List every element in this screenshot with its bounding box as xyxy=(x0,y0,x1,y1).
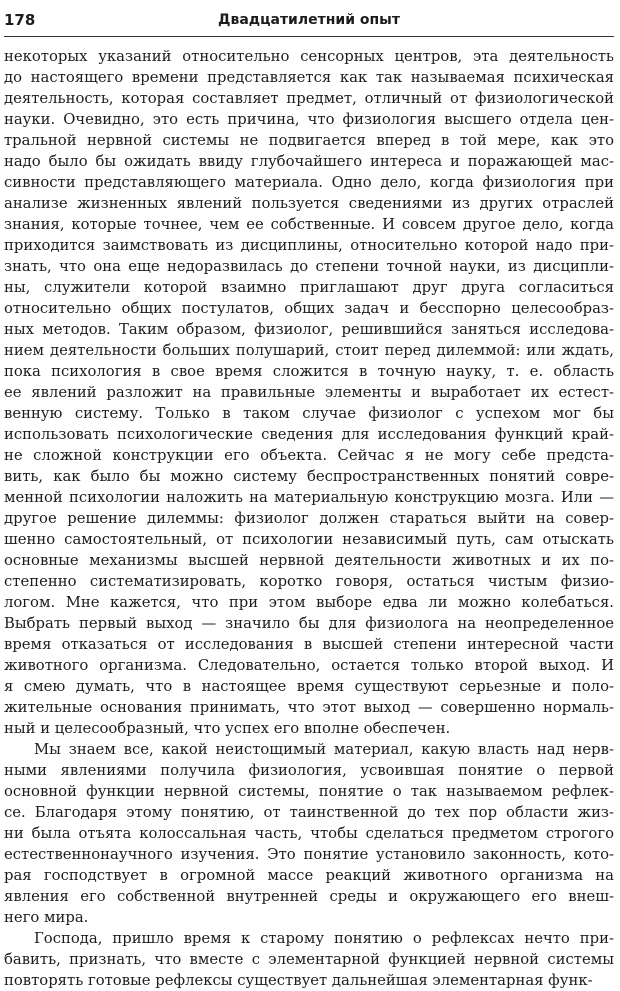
text-line: менной психологии наложить на материальную конструкцию мозга. Или — xyxy=(4,489,614,506)
text-line: Выбрать первый выход — значило бы для физиолога на неопределенное xyxy=(4,615,614,632)
text-line: приходится заимствовать из дисциплины, относительно которой надо при- xyxy=(4,237,614,254)
text-line: тральной нервной системы не подвигается вперед в той мере, как это xyxy=(4,132,614,149)
paragraph-3 xyxy=(4,928,614,991)
text-line: использовать психологические сведения для исследования функций край- xyxy=(4,426,614,443)
text-line: естественнонаучного изучения. Это понятие установило законность, кото- xyxy=(4,846,614,863)
header-rule xyxy=(4,36,614,37)
text-line: знания, которые точнее, чем ее собственные. И совсем другое дело, когда xyxy=(4,216,614,233)
text-line: логом. Мне кажется, что при этом выборе едва ли можно колебаться. xyxy=(4,594,614,611)
text-line: некоторых указаний относительно сенсорных центров, эта деятельность xyxy=(4,48,614,65)
body-text xyxy=(4,46,614,991)
text-line: ными явлениями получила физиология, усвоившая понятие о первой xyxy=(4,762,614,779)
text-line: се. Благодаря этому понятию, от таинственной до тех пор области жиз- xyxy=(4,804,614,821)
text-line: явления его собственной внутренней среды и окружающего его внеш- xyxy=(4,888,614,905)
text-line: Господа, пришло время к старому понятию о рефлексах нечто при- xyxy=(34,930,614,947)
text-line: шенно самостоятельный, от психологии независимый путь, сам отыскать xyxy=(4,531,614,548)
text-line: ных методов. Таким образом, физиолог, решившийся заняться исследова- xyxy=(4,321,614,338)
text-line: относительно общих постулатов, общих задач и бесспорно целесообраз- xyxy=(4,300,614,317)
text-line: животного организма. Следовательно, остается только второй выход. И xyxy=(4,657,614,674)
text-line: жительные основания принимать, что этот выход — совершенно нормаль- xyxy=(4,699,614,716)
text-line: надо было бы ожидать ввиду глубочайшего интереса и поражающей мас- xyxy=(4,153,614,170)
text-line: ни была отъята колоссальная часть, чтобы сделаться предметом строгого xyxy=(4,825,614,842)
text-line: другое решение дилеммы: физиолог должен стараться выйти на совер- xyxy=(4,510,614,527)
text-line: не сложной конструкции его объекта. Сейчас я не могу себе предста- xyxy=(4,447,614,464)
text-line: нием деятельности больших полушарий, стоит перед дилеммой: или ждать, xyxy=(4,342,614,359)
text-line: ее явлений разложит на правильные элементы и выработает их естест- xyxy=(4,384,614,401)
text-line: время отказаться от исследования в высшей степени интересной части xyxy=(4,636,614,653)
page-number: 178 xyxy=(4,11,36,29)
text-line: я смею думать, что в настоящее время существуют серьезные и поло- xyxy=(4,678,614,695)
text-line: вить, как было бы можно систему беспространственных понятий совре- xyxy=(4,468,614,485)
text-line: знать, что она еще недоразвилась до степени точной науки, из дисципли- xyxy=(4,258,614,275)
text-line: анализе жизненных явлений пользуется сведениями из других отраслей xyxy=(4,195,614,212)
text-line: основные механизмы высшей нервной деятельности животных и их по- xyxy=(4,552,614,569)
text-line: науки. Очевидно, это есть причина, что физиология высшего отдела цен- xyxy=(4,111,614,128)
text-line: деятельность, которая составляет предмет, отличный от физиологической xyxy=(4,90,614,107)
text-line: бавить, признать, что вместе с элементарной функцией нервной системы xyxy=(4,951,614,968)
text-line: основной функции нервной системы, понятие о так называемом рефлек- xyxy=(4,783,614,800)
paragraph-1 xyxy=(4,46,614,739)
text-line: него мира. xyxy=(4,909,89,926)
text-line: ный и целесообразный, что успех его вполне обеспечен. xyxy=(4,720,451,737)
text-line: Мы знаем все, какой неистощимый материал, какую власть над нерв- xyxy=(34,741,614,758)
text-line: пока психология в свое время сложится в точную науку, т. е. область xyxy=(4,363,614,380)
text-line: рая господствует в огромной массе реакций животного организма на xyxy=(4,867,614,884)
text-line: венную систему. Только в таком случае физиолог с успехом мог бы xyxy=(4,405,614,422)
text-line: повторять готовые рефлексы существует дальнейшая элементарная функ- xyxy=(4,972,593,989)
text-line: сивности представляющего материала. Одно дело, когда физиология при xyxy=(4,174,614,191)
text-line: степенно систематизировать, коротко говоря, остаться чистым физио- xyxy=(4,573,614,590)
page-header xyxy=(4,10,614,34)
paragraph-2 xyxy=(4,739,614,928)
text-line: до настоящего времени представляется как так называемая психическая xyxy=(4,69,614,86)
text-line: ны, служители которой взаимно приглашают друг друга согласиться xyxy=(4,279,614,296)
running-title: Двадцатилетний опыт xyxy=(218,12,400,28)
